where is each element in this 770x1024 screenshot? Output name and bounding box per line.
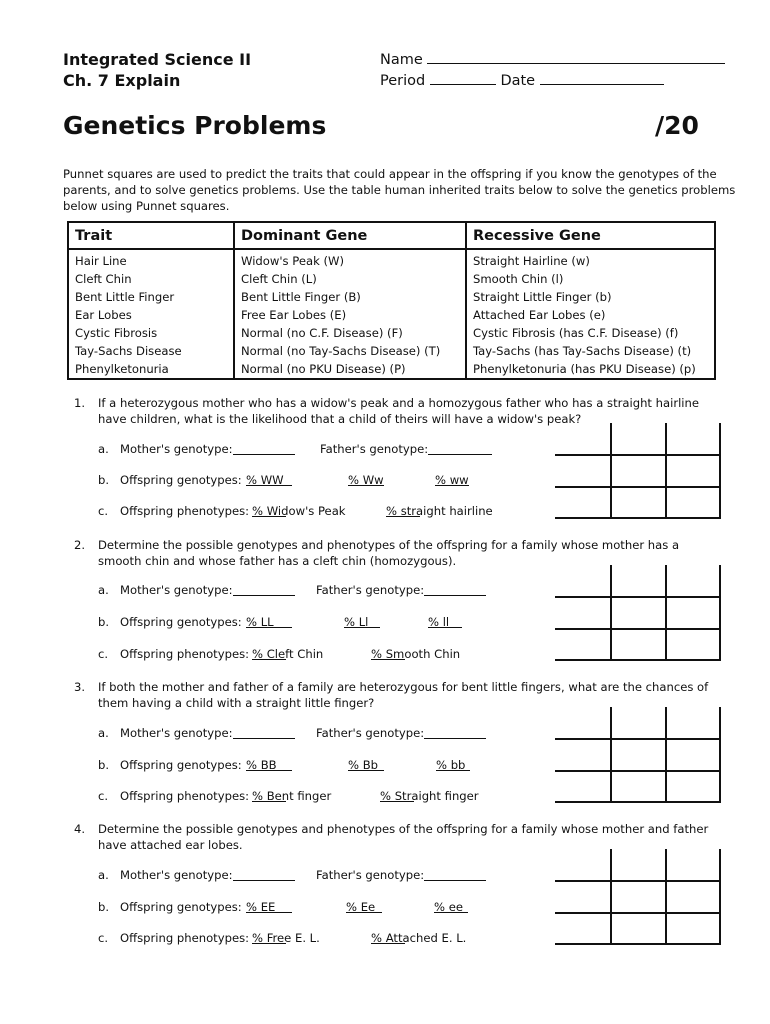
date-label: Date — [500, 73, 536, 89]
item-label: c. — [98, 647, 109, 661]
answer-blank[interactable] — [348, 758, 384, 771]
table-cell: Normal (no Tay-Sachs Disease) (T) — [234, 342, 466, 360]
table-cell: Cleft Chin (L) — [234, 270, 466, 288]
item-label: b. — [98, 758, 110, 772]
genotype-ratio — [246, 473, 284, 487]
table-header: Recessive Gene — [466, 222, 715, 249]
table-cell: Tay-Sachs (has Tay-Sachs Disease) (t) — [466, 342, 715, 360]
question-number: 4. — [74, 822, 86, 836]
table-cell: Cleft Chin — [68, 270, 234, 288]
table-cell: Straight Little Finger (b) — [466, 288, 715, 306]
genotype-label: % BB — [246, 758, 277, 772]
item-label: a. — [98, 583, 109, 597]
phenotype-label: % Bent finger — [252, 789, 332, 803]
genotype-ratio — [344, 615, 368, 629]
genotype-label: % Bb — [348, 758, 379, 772]
answer-blank[interactable] — [233, 583, 295, 596]
answer-blank[interactable] — [252, 647, 286, 660]
genotype-label: % ee — [434, 900, 463, 914]
answer-blank[interactable] — [233, 726, 295, 739]
genotype-ratio — [246, 900, 275, 914]
question-number: 1. — [74, 396, 86, 410]
genotype-ratio — [428, 615, 449, 629]
phenotypes-label: Offspring phenotypes: — [120, 504, 250, 518]
father-genotype-label: Father's genotype: — [320, 442, 429, 456]
period-blank[interactable] — [430, 72, 496, 85]
answer-blank[interactable] — [233, 868, 295, 881]
genotype-label: % Ww — [348, 473, 384, 487]
phenotype-label: % Smooth Chin — [371, 647, 461, 661]
answer-blank[interactable] — [246, 900, 292, 913]
genotypes-label: Offspring genotypes: — [120, 758, 242, 772]
answer-blank[interactable] — [346, 900, 382, 913]
genotype-ratio — [434, 900, 463, 914]
phenotype-ratio — [386, 504, 493, 518]
answer-blank[interactable] — [246, 758, 292, 771]
answer-blank[interactable] — [424, 726, 486, 739]
genotype-label: % WW — [246, 473, 284, 487]
phenotype-ratio — [371, 647, 460, 661]
mother-genotype — [120, 442, 233, 456]
answer-blank[interactable] — [252, 931, 286, 944]
genotypes-label: Offspring genotypes: — [120, 473, 242, 487]
mother-genotype — [120, 583, 233, 597]
phenotype-label: % Free E. L. — [252, 931, 320, 945]
phenotype-ratio — [252, 647, 323, 661]
question-number: 3. — [74, 680, 86, 694]
item-label: a. — [98, 726, 109, 740]
phenotype-label: % Attached E. L. — [371, 931, 467, 945]
table-row — [68, 342, 715, 360]
genotype-ratio — [348, 473, 384, 487]
genotypes-label: Offspring genotypes: — [120, 900, 242, 914]
period-date-line — [380, 71, 664, 91]
item-label: b. — [98, 473, 110, 487]
phenotypes-label: Offspring phenotypes: — [120, 931, 250, 945]
item-label: b. — [98, 615, 110, 629]
father-genotype — [320, 442, 428, 456]
answer-blank[interactable] — [424, 583, 486, 596]
table-cell: Straight Hairline (w) — [466, 249, 715, 270]
question-text: If a heterozygous mother who has a widow's peak and a homozygous father who has a straight hairline have children, what is the likelihood that a child of theirs will have a widow's peak? — [98, 396, 700, 426]
answer-blank[interactable] — [371, 931, 405, 944]
punnett-square[interactable] — [555, 423, 725, 520]
table-cell: Cystic Fibrosis — [68, 324, 234, 342]
question-text: If both the mother and father of a family are heterozygous for bent little fingers, what are the chances of them having a child with a straight little finger? — [98, 680, 709, 710]
table-cell: Normal (no PKU Disease) (P) — [234, 360, 466, 379]
genotypes-label: Offspring genotypes: — [120, 615, 242, 629]
item-label: b. — [98, 900, 110, 914]
genotype-ratio — [436, 758, 465, 772]
genotype-ratio — [348, 758, 378, 772]
table-row — [68, 270, 715, 288]
phenotype-label: % Widow's Peak — [252, 504, 346, 518]
table-cell: Phenylketonuria — [68, 360, 234, 379]
answer-blank[interactable] — [435, 473, 469, 486]
table-cell: Cystic Fibrosis (has C.F. Disease) (f) — [466, 324, 715, 342]
table-cell: Hair Line — [68, 249, 234, 270]
punnett-square[interactable] — [555, 707, 725, 804]
score-total: /20 — [655, 111, 699, 140]
phenotype-ratio — [252, 789, 331, 803]
mother-genotype-label: Mother's genotype: — [120, 583, 233, 597]
answer-blank[interactable] — [371, 647, 405, 660]
answer-blank[interactable] — [233, 442, 295, 455]
genotype-label: % Ll — [344, 615, 369, 629]
answer-blank[interactable] — [380, 789, 414, 802]
table-cell: Free Ear Lobes (E) — [234, 306, 466, 324]
genotype-ratio — [246, 758, 277, 772]
phenotype-label: % straight hairline — [386, 504, 493, 518]
item-label: c. — [98, 504, 109, 518]
chapter-title: Ch. 7 Explain — [63, 71, 181, 90]
table-header-row — [68, 222, 715, 249]
genotype-label: % Ee — [346, 900, 376, 914]
traits-table — [67, 221, 716, 380]
father-genotype-label: Father's genotype: — [316, 868, 425, 882]
answer-blank[interactable] — [246, 473, 292, 486]
phenotypes-label: Offspring phenotypes: — [120, 789, 250, 803]
genotype-label: % ww — [435, 473, 469, 487]
table-cell: Phenylketonuria (has PKU Disease) (p) — [466, 360, 715, 379]
answer-blank[interactable] — [252, 789, 286, 802]
phenotype-ratio — [380, 789, 479, 803]
phenotype-label: % Straight finger — [380, 789, 479, 803]
father-genotype — [316, 583, 424, 597]
period-label: Period — [380, 73, 426, 89]
punnett-square[interactable] — [555, 849, 725, 946]
genotype-label: % LL — [246, 615, 274, 629]
table-cell: Attached Ear Lobes (e) — [466, 306, 715, 324]
answer-blank[interactable] — [348, 473, 384, 486]
genotype-ratio — [246, 615, 274, 629]
table-row — [68, 306, 715, 324]
table-cell: Tay-Sachs Disease — [68, 342, 234, 360]
answer-blank[interactable] — [424, 868, 486, 881]
father-genotype — [316, 868, 424, 882]
page-title: Genetics Problems — [63, 111, 327, 140]
mother-genotype-label: Mother's genotype: — [120, 442, 233, 456]
intro-paragraph: Punnet squares are used to predict the traits that could appear in the offspring if you know the genotypes of the parents, and to solve genetics problems. Use the table human inherited traits below to solve the genetics problems below using Punnet squares. — [63, 167, 736, 213]
table-row — [68, 360, 715, 379]
answer-blank[interactable] — [436, 758, 470, 771]
mother-genotype-label: Mother's genotype: — [120, 726, 233, 740]
item-label: c. — [98, 931, 109, 945]
mother-genotype — [120, 726, 233, 740]
name-label: Name — [380, 52, 423, 68]
question-text: Determine the possible genotypes and phenotypes of the offspring for a family whose mother and father have attached ear lobes. — [98, 822, 709, 852]
table-header: Trait — [68, 222, 234, 249]
table-row — [68, 324, 715, 342]
answer-blank[interactable] — [246, 615, 292, 628]
genotype-label: % bb — [436, 758, 466, 772]
name-blank[interactable] — [427, 51, 725, 64]
genotype-ratio — [435, 473, 469, 487]
table-cell: Ear Lobes — [68, 306, 234, 324]
table-row — [68, 249, 715, 270]
father-genotype — [316, 726, 424, 740]
item-label: a. — [98, 868, 109, 882]
name-line — [380, 50, 725, 70]
date-blank[interactable] — [540, 72, 664, 85]
answer-blank[interactable] — [386, 504, 420, 517]
genotype-ratio — [346, 900, 375, 914]
table-cell: Bent Little Finger (B) — [234, 288, 466, 306]
phenotype-ratio — [252, 931, 320, 945]
item-label: c. — [98, 789, 109, 803]
phenotypes-label: Offspring phenotypes: — [120, 647, 250, 661]
father-genotype-label: Father's genotype: — [316, 583, 425, 597]
question-text: Determine the possible genotypes and phenotypes of the offspring for a family whose mother has a smooth chin and whose father has a cleft chin (homozygous). — [98, 538, 680, 568]
item-label: a. — [98, 442, 109, 456]
table-cell: Bent Little Finger — [68, 288, 234, 306]
table-cell: Normal (no C.F. Disease) (F) — [234, 324, 466, 342]
father-genotype-label: Father's genotype: — [316, 726, 425, 740]
answer-blank[interactable] — [428, 442, 492, 455]
phenotype-ratio — [252, 504, 346, 518]
genotype-label: % EE — [246, 900, 276, 914]
punnett-square[interactable] — [555, 565, 725, 662]
phenotype-ratio — [371, 931, 466, 945]
answer-blank[interactable] — [434, 900, 468, 913]
table-cell: Smooth Chin (l) — [466, 270, 715, 288]
answer-blank[interactable] — [428, 615, 462, 628]
course-title: Integrated Science II — [63, 50, 252, 69]
mother-genotype — [120, 868, 233, 882]
genotype-label: % ll — [428, 615, 450, 629]
answer-blank[interactable] — [252, 504, 286, 517]
table-row — [68, 288, 715, 306]
table-header: Dominant Gene — [234, 222, 466, 249]
phenotype-label: % Cleft Chin — [252, 647, 324, 661]
mother-genotype-label: Mother's genotype: — [120, 868, 233, 882]
table-cell: Widow's Peak (W) — [234, 249, 466, 270]
question-number: 2. — [74, 538, 86, 552]
answer-blank[interactable] — [344, 615, 380, 628]
